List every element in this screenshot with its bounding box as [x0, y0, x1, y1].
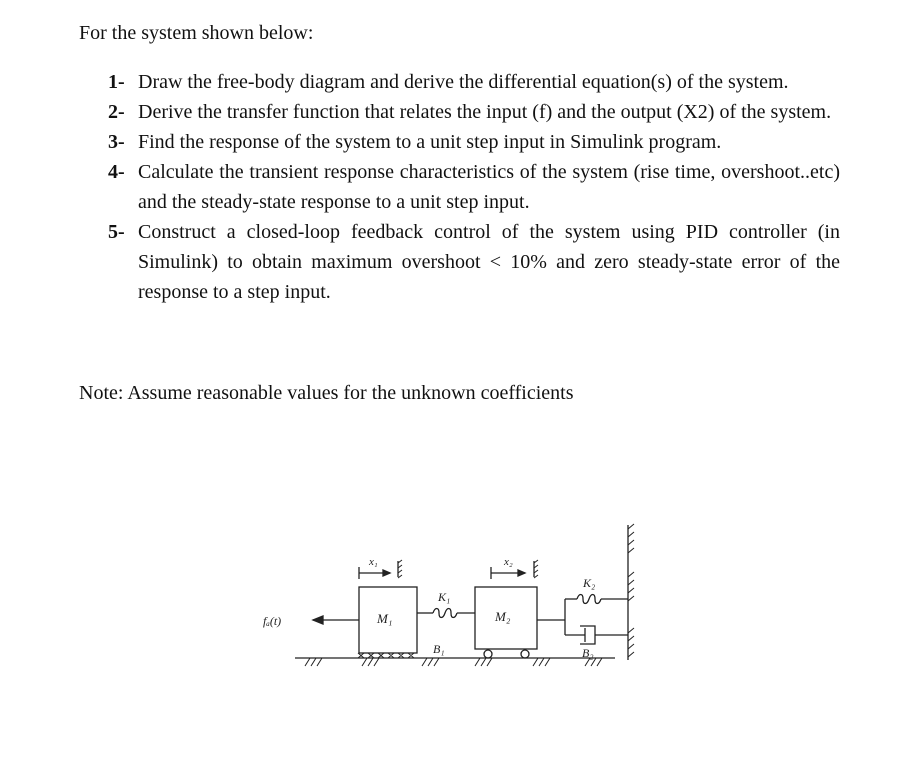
task-text: Draw the free-body diagram and derive the differential equation(s) of the system. — [138, 71, 789, 93]
task-item — [0, 217, 840, 307]
task-number: 2- — [108, 101, 125, 123]
task-list — [0, 67, 840, 307]
task-item — [0, 67, 840, 97]
b1-label: B₁ — [433, 642, 445, 656]
right-wall — [628, 524, 634, 660]
m1-label: M₁ — [377, 611, 393, 626]
wheel-m2-right — [521, 650, 529, 658]
force-label: fₐ(t) — [263, 614, 282, 628]
spring-k2 — [565, 595, 628, 604]
ground — [295, 658, 615, 666]
task-text: Construct a closed-loop feedback control of the system using PID controller (in Simulink) to obtain maximum overshoot < 10% and zero steady-state error of the response to a step input. — [138, 221, 840, 303]
x1-arrow — [359, 560, 402, 579]
k2-label: K₂ — [583, 576, 596, 590]
task-number: 3- — [108, 131, 125, 153]
x2-label: x₂ — [504, 556, 513, 568]
spring-k1 — [417, 609, 475, 618]
b2-label: B₂ — [582, 646, 594, 660]
x2-arrow — [491, 560, 538, 579]
mass-spring-damper-diagram — [255, 515, 665, 685]
task-text: Find the response of the system to a unit step input in Simulink program. — [138, 131, 722, 153]
task-number: 1- — [108, 71, 125, 93]
task-text: Derive the transfer function that relates the input (f) and the output (X2) of the system. — [138, 101, 832, 123]
intro-text: For the system shown below: — [79, 22, 314, 44]
k1-label: K₁ — [438, 590, 451, 604]
task-item — [0, 157, 840, 217]
connector-m2 — [537, 599, 565, 635]
force-arrow — [313, 616, 359, 624]
task-text: Calculate the transient response characteristics of the system (rise time, overshoot..etc) and the steady-state response to a unit step input. — [138, 161, 840, 213]
damper-b2 — [565, 626, 628, 644]
x1-label: x₁ — [369, 556, 378, 568]
wheel-m2-left — [484, 650, 492, 658]
task-number: 4- — [108, 161, 125, 183]
task-item — [0, 127, 840, 157]
m2-label: M₂ — [495, 609, 511, 624]
friction-rollers-m1 — [358, 653, 414, 658]
task-number: 5- — [108, 221, 125, 243]
task-item — [0, 97, 840, 127]
note-text: Note: Assume reasonable values for the unknown coefficients — [79, 382, 574, 404]
